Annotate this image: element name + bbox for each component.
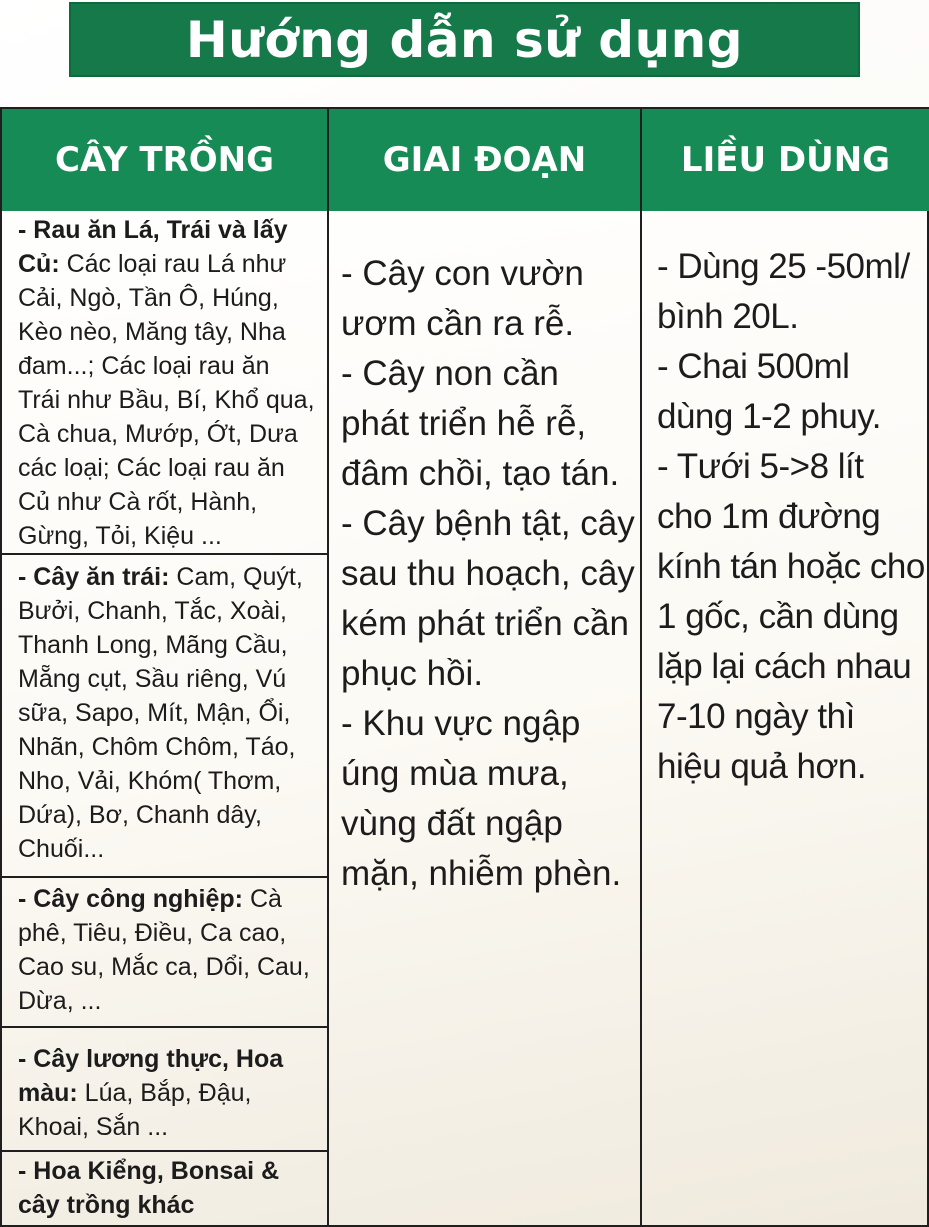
crop-label: - Cây lương thực, Hoa màu: [18, 1045, 284, 1107]
row-divider [2, 876, 329, 878]
row-divider [2, 1150, 329, 1152]
page-title: Hướng dẫn sử dụng [69, 2, 860, 77]
stage-text: - Cây con vườn ươm cần ra rễ. - Cây non cần phát triển hễ rễ, đâm chồi, tạo tán. - Cây bệnh tật, cây sau thu hoạch, cây kém phát triển cần phục hồi. - Khu vực ngập úng mùa mưa, vùng đất ngập mặn, nhiễm phèn. [341, 254, 635, 893]
crop-cell-fruit-trees [18, 560, 318, 866]
crop-label: - Cây công nghiệp: [18, 885, 243, 913]
crop-cell-industrial [18, 882, 318, 1018]
column-divider [640, 109, 642, 1225]
header-crop: CÂY TRỒNG [2, 109, 327, 211]
crop-description: Cà phê, Tiêu, Điều, Ca cao, Cao su, Mắc ca, Dổi, Cau, Dừa, ... [18, 885, 310, 1015]
crop-label: - Cây ăn trái: [18, 563, 170, 591]
column-divider [327, 109, 329, 1225]
header-dosage: LIỀU DÙNG [642, 109, 929, 211]
crop-cell-ornamental [18, 1154, 318, 1222]
crop-cell-vegetables [18, 213, 318, 553]
crop-description: Các loại rau Lá như Cải, Ngò, Tần Ô, Húng, Kèo nèo, Măng tây, Nha đam...; Các loại rau ăn Trái như Bầu, Bí, Khổ qua, Cà chua, Mướp, Ớt, Dưa các loại; Các loại rau ăn Củ như Cà rốt, Hành, Gừng, Tỏi, Kiệu ... [18, 250, 315, 550]
crop-label: - Hoa Kiểng, Bonsai & cây trồng khác [18, 1157, 280, 1219]
dosage-text: - Dùng 25 -50ml/ bình 20L. - Chai 500ml dùng 1-2 phuy. - Tưới 5->8 lít cho 1m đường kính tán hoặc cho 1 gốc, cần dùng lặp lại cách nhau 7-10 ngày thì hiệu quả hơn. [657, 247, 925, 786]
row-divider [2, 553, 329, 555]
crop-description: Lúa, Bắp, Đậu, Khoai, Sắn ... [18, 1079, 252, 1141]
row-divider [2, 1026, 329, 1028]
header-stage: GIAI ĐOẠN [329, 109, 640, 211]
usage-table [0, 107, 929, 1227]
crop-label: - Rau ăn Lá, Trái và lấy Củ: [18, 216, 288, 278]
crop-cell-food-crops [18, 1042, 318, 1144]
crop-description: Cam, Quýt, Bưởi, Chanh, Tắc, Xoài, Thanh Long, Mãng Cầu, Mẵng cụt, Sầu riêng, Vú sữa, Sapo, Mít, Mận, Ổi, Nhãn, Chôm Chôm, Táo, Nho, Vải, Khóm( Thơm, Dứa), Bơ, Chanh dây, Chuối... [18, 563, 303, 863]
